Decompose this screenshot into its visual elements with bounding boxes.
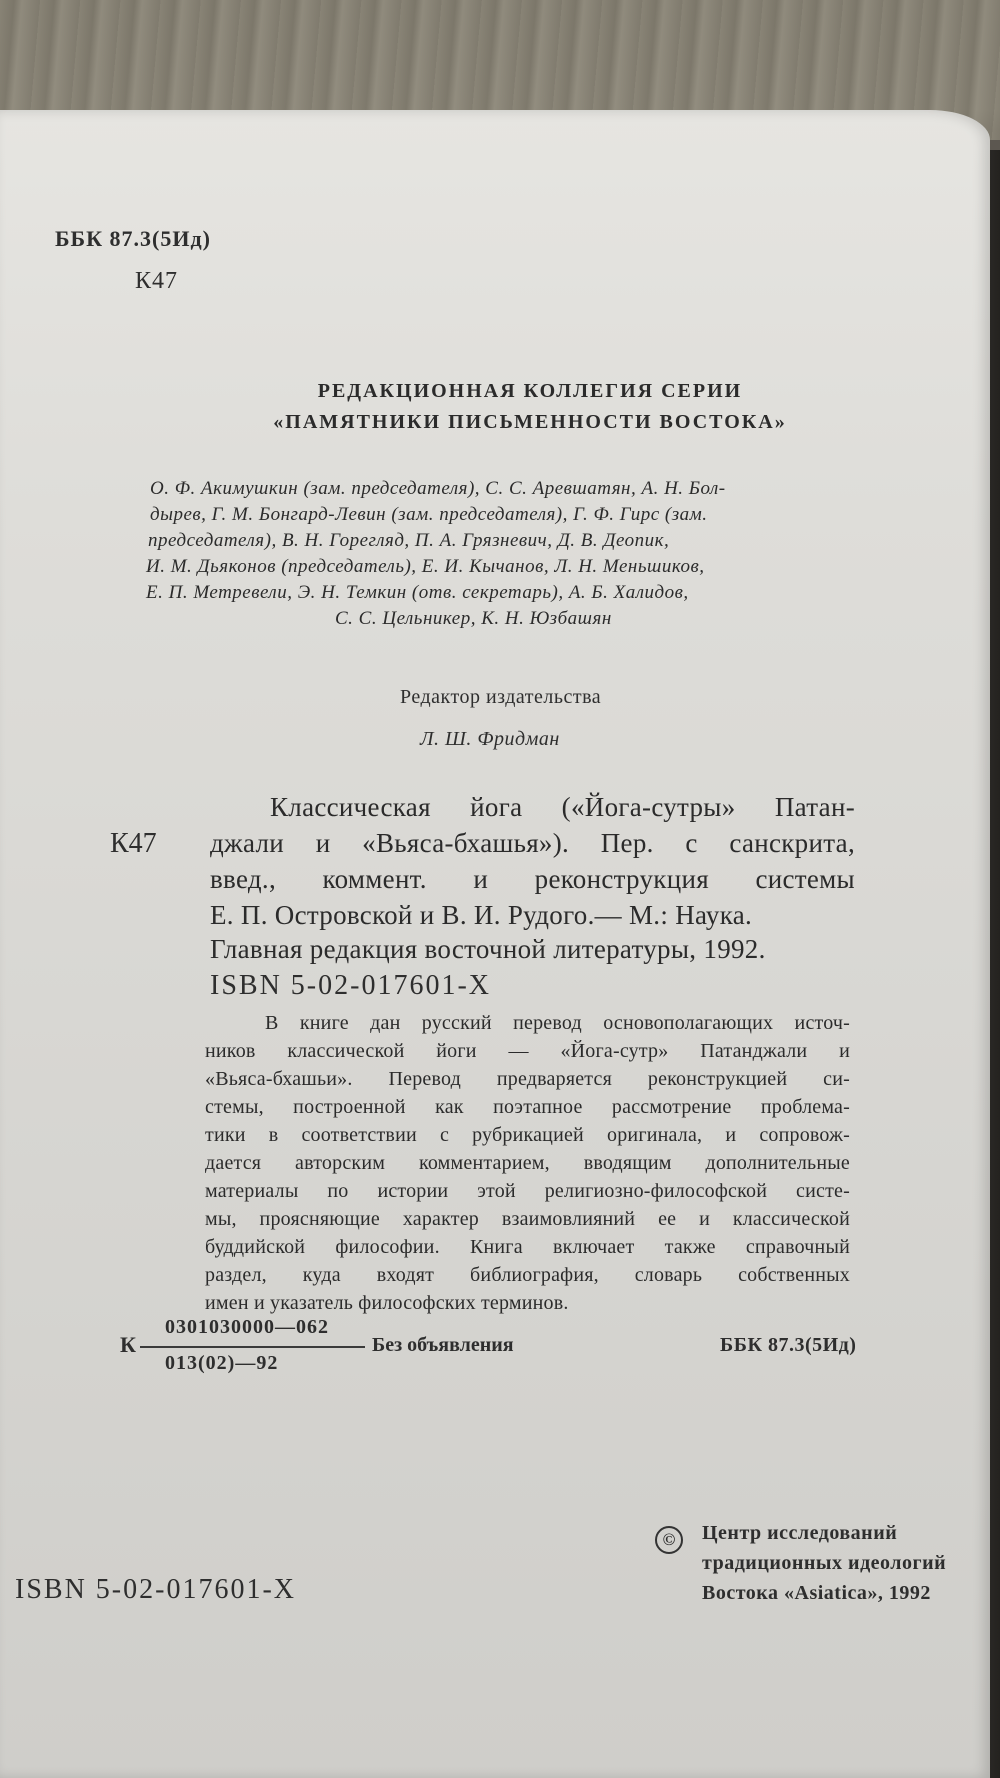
board-member-line: О. Ф. Акимушкин (зам. председателя), С. С. Аревшатян, А. Н. Бол- [150,478,726,499]
abstract-line: В книге дан русский перевод основополагающих источ- [265,1012,850,1034]
no-announcement-label: Без объявления [372,1334,514,1356]
abstract-line: дается авторским комментарием, вводящим дополнительные [205,1152,850,1174]
board-member-line: И. М. Дьяконов (председатель), Е. И. Кычанов, Л. Н. Меньшиков, [146,556,705,577]
biblio-line: введ., коммент. и реконструкция системы [210,864,855,894]
abstract-line: раздел, куда входят библиография, словарь собственных [205,1264,850,1286]
board-member-line: С. С. Цельникер, К. Н. Юзбашян [335,608,612,629]
imprint-k-letter: К [120,1332,136,1357]
imprint-code-numerator: 0301030000—062 [165,1316,329,1338]
copyright-line: традиционных идеологий [702,1552,947,1574]
board-member-line: председателя), В. Н. Горегляд, П. А. Грязневич, Д. В. Деопик, [148,530,670,551]
biblio-line: Классическая йога («Йога-сутры» Патан- [270,792,855,822]
isbn-footer: ISBN 5-02-017601-X [15,1574,296,1605]
abstract-line: имен и указатель философских терминов. [205,1292,569,1314]
biblio-line: джали и «Вьяса-бхашья»). Пер. с санскрита, [210,828,855,858]
biblio-line: Главная редакция восточной литературы, 1992. [210,934,766,964]
copyright-line: Востока «Asiatica», 1992 [702,1582,931,1604]
imprint-code-denominator: 013(02)—92 [165,1352,279,1374]
board-member-line: дырев, Г. М. Бонгард-Левин (зам. председателя), Г. Ф. Гирс (зам. [150,504,708,525]
publisher-editor-label: Редактор издательства [400,686,602,708]
biblio-line: Е. П. Островской и В. И. Рудого.— М.: Наука. [210,900,753,930]
abstract-line: ников классической йоги — «Йога-сутр» Патанджали и [205,1040,850,1062]
copyright-line: Центр исследований [702,1522,898,1544]
editorial-board-title-line1: РЕДАКЦИОННАЯ КОЛЛЕГИЯ СЕРИИ [317,380,743,402]
abstract-line: мы, проясняющие характер взаимовлияний ее и классической [205,1208,850,1230]
board-member-line: Е. П. Метревели, Э. Н. Темкин (отв. секретарь), А. Б. Халидов, [146,582,689,603]
editorial-board-title-line2: «ПАМЯТНИКИ ПИСЬМЕННОСТИ ВОСТОКА» [273,411,787,433]
abstract-line: материалы по истории этой религиозно-философской систе- [205,1180,850,1202]
imprint-fraction-line [140,1346,365,1348]
isbn-entry: ISBN 5-02-017601-X [210,970,491,1001]
author-mark-top: К47 [135,268,179,294]
copyright-icon: © [655,1526,683,1554]
bbk-code-top: ББК 87.3(5Ид) [55,226,211,251]
abstract-line: «Вьяса-бхашьи». Перевод предваряется реконструкцией си- [205,1068,850,1090]
abstract-line: тики в соответствии с рубрикацией оригинала, и сопровож- [205,1124,850,1146]
bbk-code-bottom: ББК 87.3(5Ид) [720,1334,857,1356]
publisher-editor-name: Л. Ш. Фридман [420,728,560,750]
abstract-line: стемы, построенной как поэтапное рассмотрение проблема- [205,1096,850,1118]
author-mark-side: К47 [110,828,157,859]
abstract-line: буддийской философии. Книга включает также справочный [205,1236,850,1258]
